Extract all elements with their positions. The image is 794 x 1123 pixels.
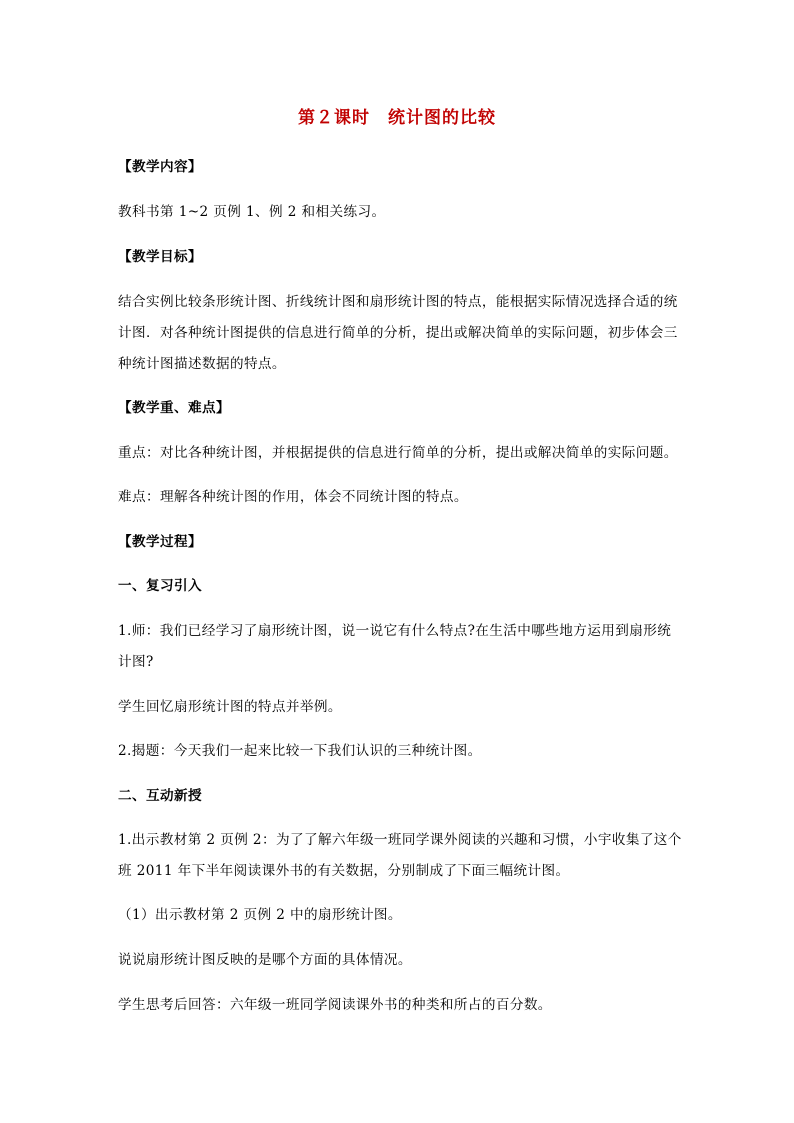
teaching-process-heading: 【教学过程】 (118, 534, 202, 550)
example-item-1-line-1: 1.出示教材第 2 页例 2：为了了解六年级一班同学课外阅读的兴趣和习惯，小宇收集了这个 (118, 832, 682, 848)
pie-chart-question: 说说扇形统计图反映的是哪个方面的具体情况。 (118, 952, 412, 968)
teaching-content-text: 教科书第 1~2 页例 1、例 2 和相关练习。 (118, 204, 386, 220)
difficult-point-text: 难点：理解各种统计图的作用，体会不同统计图的特点。 (118, 489, 468, 505)
review-item-1-line-1: 1.师：我们已经学习了扇形统计图，说一说它有什么特点?在生活中哪些地方运用到扇形统 (118, 623, 672, 639)
interactive-teaching-heading: 二、互动新授 (118, 788, 202, 804)
lesson-title: 第２课时 统计图的比较 (298, 108, 496, 128)
teaching-goals-line-2: 计图．对各种统计图提供的信息进行简单的分析，提出或解决简单的实际问题，初步体会三 (118, 325, 678, 341)
teaching-goals-line-1: 结合实例比较条形统计图、折线统计图和扇形统计图的特点，能根据实际情况选择合适的统 (118, 294, 678, 310)
teaching-goals-line-3: 种统计图描述数据的特点。 (118, 356, 286, 372)
review-intro-heading: 一、复习引入 (118, 578, 202, 594)
example-sub-item-1: （1）出示教材第 2 页例 2 中的扇形统计图。 (118, 907, 402, 923)
key-points-heading: 【教学重、难点】 (118, 400, 230, 416)
review-item-2: 2.揭题：今天我们一起来比较一下我们认识的三种统计图。 (118, 743, 482, 759)
student-answer-text: 学生思考后回答：六年级一班同学阅读课外书的种类和所占的百分数。 (118, 997, 552, 1013)
teaching-content-heading: 【教学内容】 (118, 159, 202, 175)
key-point-text: 重点：对比各种统计图，并根据提供的信息进行简单的分析，提出或解决简单的实际问题。 (118, 445, 678, 461)
example-item-1-line-2: 班 2011 年下半年阅读课外书的有关数据，分别制成了下面三幅统计图。 (118, 863, 570, 879)
review-item-1-line-2: 计图? (118, 654, 154, 670)
teaching-goals-heading: 【教学目标】 (118, 249, 202, 265)
student-recall-text: 学生回忆扇形统计图的特点并举例。 (118, 699, 342, 715)
